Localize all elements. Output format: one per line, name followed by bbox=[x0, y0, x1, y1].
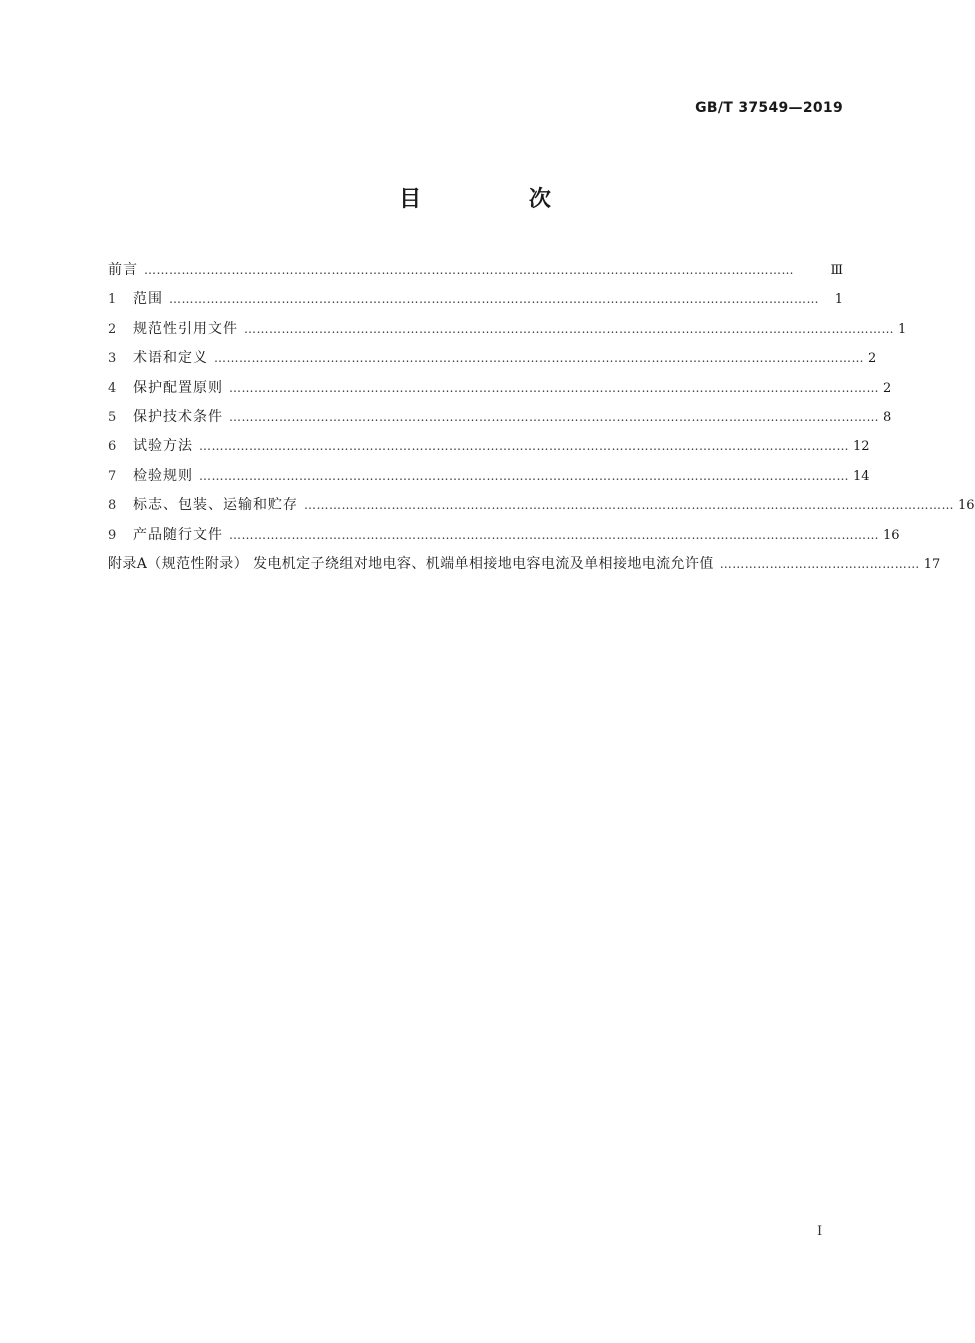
toc-entry-number: 1 bbox=[108, 292, 117, 308]
toc-leader-dots: ………………………………………………………………………………………………………………………………………… bbox=[214, 351, 864, 366]
toc-entry-number: 7 bbox=[108, 468, 117, 484]
toc-entry-label: 标志、包装、运输和贮存 bbox=[133, 497, 298, 514]
toc-leader-dots: ………………………………………………………………………………………………………………………………………… bbox=[229, 409, 879, 424]
toc-entry-9[interactable] bbox=[108, 524, 900, 553]
toc-entry-label: 范围 bbox=[133, 291, 163, 308]
toc-leader-dots: ………………………………………………………………………………………………………………………………………… bbox=[229, 527, 879, 542]
toc-entry-number: 9 bbox=[108, 527, 117, 543]
toc-entry-page: Ⅲ bbox=[830, 263, 843, 278]
page-number: I bbox=[817, 1224, 823, 1239]
toc-entry-8[interactable] bbox=[108, 494, 975, 523]
toc-entry-label: 产品随行文件 bbox=[133, 526, 223, 543]
toc-entry-page: 2 bbox=[868, 351, 877, 367]
toc-leader-dots: ………………………………………………………………………………………………………………………………………… bbox=[144, 263, 794, 277]
toc-entry-label: 规范性引用文件 bbox=[133, 320, 238, 337]
toc-entry-label: 附录A（规范性附录） 发电机定子绕组对地电容、机端单相接地电容电流及单相接地电流允许值 bbox=[108, 555, 714, 572]
toc-entry-2[interactable] bbox=[108, 318, 907, 347]
toc-entry-page: 2 bbox=[883, 380, 892, 396]
toc-leader-dots: ………………………………………………………………………………………………………………………………………… bbox=[244, 321, 894, 336]
toc-leader-dots: ………………………………………………………………………………………………………………………………………… bbox=[304, 498, 954, 513]
toc-entry-page: 12 bbox=[853, 439, 870, 455]
toc-entry-4[interactable] bbox=[108, 377, 892, 406]
toc-entry-appendix-a[interactable] bbox=[108, 553, 941, 582]
toc-entry-label: 保护技术条件 bbox=[133, 408, 223, 425]
toc-entry-number: 5 bbox=[108, 409, 117, 425]
toc-entry-foreword[interactable] bbox=[108, 259, 843, 288]
toc-entry-page: 16 bbox=[958, 498, 975, 514]
toc-entry-page: 17 bbox=[923, 556, 941, 572]
toc-entry-3[interactable] bbox=[108, 347, 877, 376]
table-of-contents bbox=[108, 259, 975, 582]
toc-entry-7[interactable] bbox=[108, 465, 870, 494]
standard-code: GB/T 37549—2019 bbox=[695, 100, 843, 116]
page-title: 目 次 bbox=[399, 187, 601, 212]
toc-entry-number: 4 bbox=[108, 380, 117, 396]
toc-leader-dots: ………………………………………………………………………………………………………………………………………… bbox=[199, 468, 849, 483]
toc-entry-number: 8 bbox=[108, 498, 117, 514]
toc-entry-page: 1 bbox=[898, 321, 907, 337]
toc-leader-dots: ………………………………………………………………………………………………………………………………………… bbox=[169, 292, 819, 307]
toc-entry-number: 2 bbox=[108, 321, 117, 337]
toc-entry-label: 术语和定义 bbox=[133, 350, 208, 367]
toc-entry-page: 1 bbox=[834, 292, 843, 308]
toc-entry-5[interactable] bbox=[108, 406, 892, 435]
toc-leader-dots: ………………………………………………………………………………………………………………………………………… bbox=[199, 439, 849, 454]
toc-entry-page: 16 bbox=[883, 527, 900, 543]
toc-entry-number: 6 bbox=[108, 439, 117, 455]
toc-entry-page: 8 bbox=[883, 409, 892, 425]
toc-entry-1[interactable] bbox=[108, 288, 843, 317]
toc-leader-dots: ………………………………………… bbox=[719, 556, 920, 571]
toc-entry-6[interactable] bbox=[108, 435, 870, 464]
toc-entry-label: 前言 bbox=[108, 262, 138, 278]
toc-entry-label: 试验方法 bbox=[133, 438, 193, 455]
toc-leader-dots: ………………………………………………………………………………………………………………………………………… bbox=[229, 380, 879, 395]
toc-entry-page: 14 bbox=[853, 468, 870, 484]
toc-entry-label: 保护配置原则 bbox=[133, 379, 223, 396]
toc-entry-number: 3 bbox=[108, 351, 117, 367]
toc-entry-label: 检验规则 bbox=[133, 467, 193, 484]
